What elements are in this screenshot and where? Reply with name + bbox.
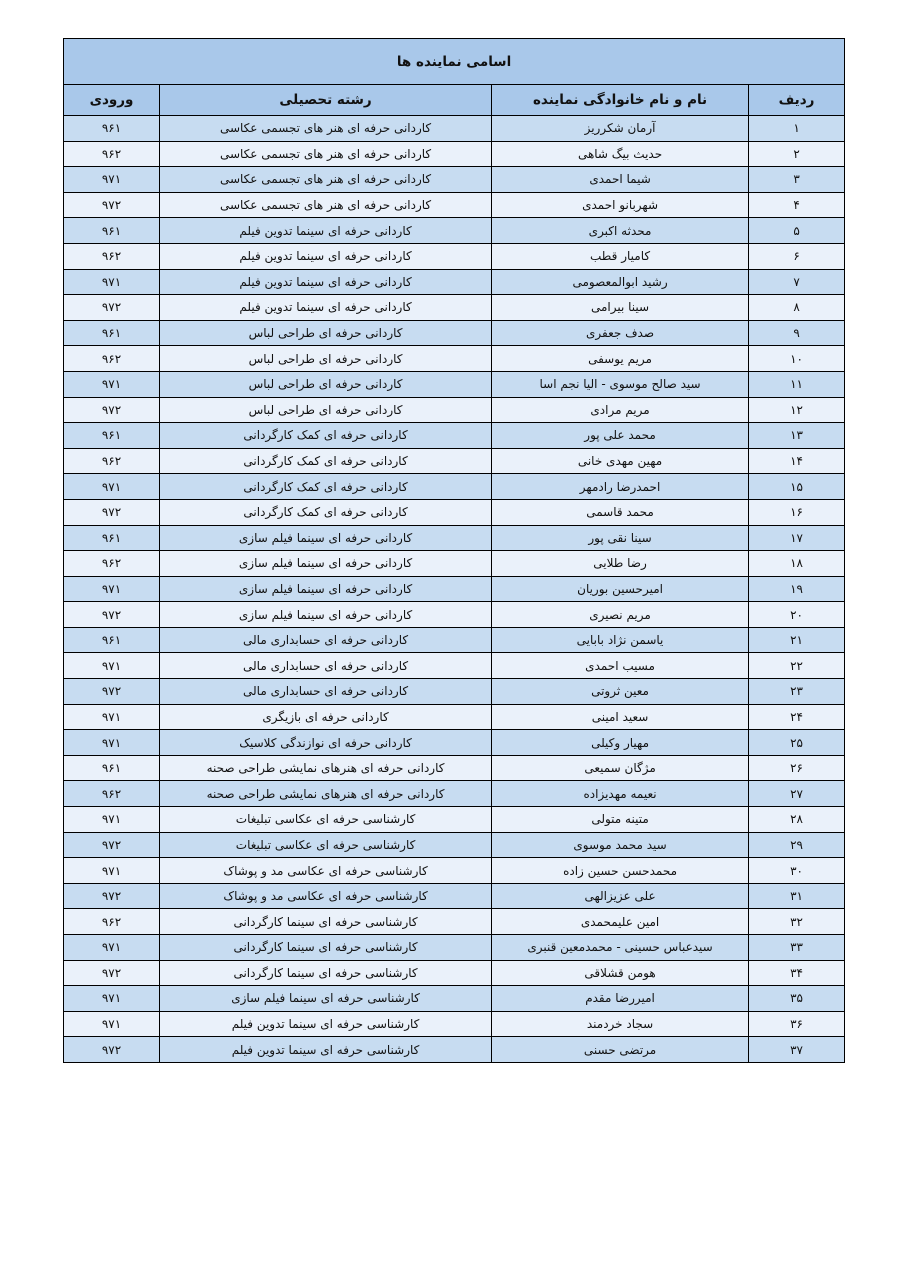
cell-field: کارشناسی حرفه ای عکاسی مد و پوشاک bbox=[160, 883, 492, 909]
cell-entry: ۹۷۱ bbox=[64, 858, 160, 884]
cell-field: کاردانی حرفه ای کمک کارگردانی bbox=[160, 448, 492, 474]
cell-entry: ۹۷۲ bbox=[64, 602, 160, 628]
cell-name: شهربانو احمدی bbox=[492, 192, 749, 218]
table-row bbox=[64, 397, 845, 423]
cell-name: مسیب احمدی bbox=[492, 653, 749, 679]
table-row bbox=[64, 653, 845, 679]
cell-name: محمد علی پور bbox=[492, 423, 749, 449]
cell-field: کاردانی حرفه ای هنرهای نمایشی طراحی صحنه bbox=[160, 781, 492, 807]
cell-name: مرتضی حسنی bbox=[492, 1037, 749, 1063]
cell-entry: ۹۷۲ bbox=[64, 679, 160, 705]
cell-name: مریم یوسفی bbox=[492, 346, 749, 372]
cell-row-number: ۱۱ bbox=[749, 371, 845, 397]
table-row bbox=[64, 218, 845, 244]
cell-entry: ۹۷۲ bbox=[64, 1037, 160, 1063]
cell-row-number: ۱۷ bbox=[749, 525, 845, 551]
cell-row-number: ۲۲ bbox=[749, 653, 845, 679]
cell-name: محدثه اکبری bbox=[492, 218, 749, 244]
table-row bbox=[64, 704, 845, 730]
cell-name: امیررضا مقدم bbox=[492, 986, 749, 1012]
cell-name: معین ثروتی bbox=[492, 679, 749, 705]
cell-row-number: ۶ bbox=[749, 243, 845, 269]
cell-entry: ۹۶۲ bbox=[64, 909, 160, 935]
cell-entry: ۹۷۱ bbox=[64, 653, 160, 679]
cell-field: کاردانی حرفه ای طراحی لباس bbox=[160, 371, 492, 397]
table-row bbox=[64, 371, 845, 397]
cell-name: امیرحسین بوریان bbox=[492, 576, 749, 602]
table-row bbox=[64, 243, 845, 269]
table-body bbox=[64, 116, 845, 1063]
cell-field: کارشناسی حرفه ای سینما تدوین فیلم bbox=[160, 1037, 492, 1063]
cell-entry: ۹۷۱ bbox=[64, 269, 160, 295]
representatives-table bbox=[63, 38, 845, 1063]
cell-field: کاردانی حرفه ای هنر های تجسمی عکاسی bbox=[160, 116, 492, 142]
cell-row-number: ۸ bbox=[749, 295, 845, 321]
cell-row-number: ۱۵ bbox=[749, 474, 845, 500]
cell-field: کاردانی حرفه ای هنر های تجسمی عکاسی bbox=[160, 192, 492, 218]
cell-name: مهیار وکیلی bbox=[492, 730, 749, 756]
cell-entry: ۹۶۲ bbox=[64, 243, 160, 269]
cell-name: آرمان شکرریز bbox=[492, 116, 749, 142]
cell-field: کاردانی حرفه ای طراحی لباس bbox=[160, 320, 492, 346]
cell-row-number: ۵ bbox=[749, 218, 845, 244]
cell-name: سید صالح موسوی - الیا نجم اسا bbox=[492, 371, 749, 397]
cell-entry: ۹۷۱ bbox=[64, 807, 160, 833]
cell-field: کارشناسی حرفه ای سینما فیلم سازی bbox=[160, 986, 492, 1012]
cell-row-number: ۳۵ bbox=[749, 986, 845, 1012]
header-name: نام و نام خانوادگی نماینده bbox=[492, 85, 749, 116]
cell-field: کاردانی حرفه ای سینما فیلم سازی bbox=[160, 525, 492, 551]
cell-name: مریم نصیری bbox=[492, 602, 749, 628]
table-row bbox=[64, 960, 845, 986]
cell-name: صدف جعفری bbox=[492, 320, 749, 346]
cell-field: کاردانی حرفه ای طراحی لباس bbox=[160, 346, 492, 372]
cell-name: هومن قشلاقی bbox=[492, 960, 749, 986]
cell-field: کاردانی حرفه ای نوازندگی کلاسیک bbox=[160, 730, 492, 756]
cell-entry: ۹۶۱ bbox=[64, 116, 160, 142]
cell-name: کامیار قطب bbox=[492, 243, 749, 269]
cell-entry: ۹۷۱ bbox=[64, 474, 160, 500]
cell-name: نعیمه مهدیزاده bbox=[492, 781, 749, 807]
cell-field: کاردانی حرفه ای حسابداری مالی bbox=[160, 627, 492, 653]
cell-row-number: ۲۸ bbox=[749, 807, 845, 833]
table-row bbox=[64, 1011, 845, 1037]
cell-entry: ۹۶۱ bbox=[64, 218, 160, 244]
cell-field: کاردانی حرفه ای هنر های تجسمی عکاسی bbox=[160, 141, 492, 167]
cell-entry: ۹۷۱ bbox=[64, 371, 160, 397]
cell-entry: ۹۶۲ bbox=[64, 551, 160, 577]
cell-entry: ۹۷۱ bbox=[64, 935, 160, 961]
cell-name: سینا نقی پور bbox=[492, 525, 749, 551]
table-row bbox=[64, 295, 845, 321]
table-row bbox=[64, 320, 845, 346]
cell-name: علی عزیزالهی bbox=[492, 883, 749, 909]
cell-field: کاردانی حرفه ای طراحی لباس bbox=[160, 397, 492, 423]
table-row bbox=[64, 858, 845, 884]
cell-field: کاردانی حرفه ای حسابداری مالی bbox=[160, 653, 492, 679]
cell-entry: ۹۶۱ bbox=[64, 423, 160, 449]
cell-row-number: ۳۱ bbox=[749, 883, 845, 909]
cell-name: مریم مرادی bbox=[492, 397, 749, 423]
cell-row-number: ۳۰ bbox=[749, 858, 845, 884]
cell-field: کارشناسی حرفه ای سینما کارگردانی bbox=[160, 960, 492, 986]
cell-name: مژگان سمیعی bbox=[492, 755, 749, 781]
table-row bbox=[64, 679, 845, 705]
cell-entry: ۹۶۲ bbox=[64, 448, 160, 474]
cell-row-number: ۴ bbox=[749, 192, 845, 218]
cell-name: شیما احمدی bbox=[492, 167, 749, 193]
cell-field: کاردانی حرفه ای کمک کارگردانی bbox=[160, 499, 492, 525]
cell-entry: ۹۶۲ bbox=[64, 141, 160, 167]
table-row bbox=[64, 909, 845, 935]
cell-field: کارشناسی حرفه ای سینما تدوین فیلم bbox=[160, 1011, 492, 1037]
table-row bbox=[64, 499, 845, 525]
cell-entry: ۹۷۲ bbox=[64, 192, 160, 218]
table-row bbox=[64, 346, 845, 372]
cell-name: سیدعباس حسینی - محمدمعین قنبری bbox=[492, 935, 749, 961]
table-row bbox=[64, 423, 845, 449]
cell-entry: ۹۶۲ bbox=[64, 781, 160, 807]
table-row bbox=[64, 781, 845, 807]
cell-entry: ۹۶۱ bbox=[64, 525, 160, 551]
cell-field: کاردانی حرفه ای کمک کارگردانی bbox=[160, 474, 492, 500]
cell-field: کاردانی حرفه ای سینما تدوین فیلم bbox=[160, 218, 492, 244]
table-row bbox=[64, 551, 845, 577]
cell-row-number: ۱۴ bbox=[749, 448, 845, 474]
table-row bbox=[64, 1037, 845, 1063]
cell-entry: ۹۶۱ bbox=[64, 755, 160, 781]
cell-row-number: ۲۵ bbox=[749, 730, 845, 756]
cell-row-number: ۱۰ bbox=[749, 346, 845, 372]
cell-row-number: ۲۹ bbox=[749, 832, 845, 858]
table-row bbox=[64, 116, 845, 142]
cell-name: امین علیمحمدی bbox=[492, 909, 749, 935]
cell-field: کارشناسی حرفه ای سینما کارگردانی bbox=[160, 935, 492, 961]
cell-row-number: ۲۷ bbox=[749, 781, 845, 807]
table-row bbox=[64, 986, 845, 1012]
header-row-number: ردیف bbox=[749, 85, 845, 116]
table-row bbox=[64, 269, 845, 295]
cell-field: کاردانی حرفه ای سینما فیلم سازی bbox=[160, 551, 492, 577]
cell-field: کاردانی حرفه ای سینما فیلم سازی bbox=[160, 602, 492, 628]
cell-name: سید محمد موسوی bbox=[492, 832, 749, 858]
cell-name: رضا طلایی bbox=[492, 551, 749, 577]
cell-row-number: ۲۰ bbox=[749, 602, 845, 628]
header-field: رشته تحصیلی bbox=[160, 85, 492, 116]
cell-name: متینه متولی bbox=[492, 807, 749, 833]
table-row bbox=[64, 474, 845, 500]
cell-entry: ۹۷۱ bbox=[64, 986, 160, 1012]
cell-entry: ۹۷۲ bbox=[64, 832, 160, 858]
cell-row-number: ۹ bbox=[749, 320, 845, 346]
cell-entry: ۹۶۱ bbox=[64, 320, 160, 346]
cell-entry: ۹۶۱ bbox=[64, 627, 160, 653]
cell-name: سجاد خردمند bbox=[492, 1011, 749, 1037]
cell-entry: ۹۷۲ bbox=[64, 883, 160, 909]
table-row bbox=[64, 448, 845, 474]
cell-field: کارشناسی حرفه ای عکاسی تبلیغات bbox=[160, 832, 492, 858]
table-row bbox=[64, 602, 845, 628]
cell-row-number: ۳۳ bbox=[749, 935, 845, 961]
cell-field: کاردانی حرفه ای هنرهای نمایشی طراحی صحنه bbox=[160, 755, 492, 781]
cell-entry: ۹۷۱ bbox=[64, 576, 160, 602]
table-row bbox=[64, 807, 845, 833]
table-row bbox=[64, 576, 845, 602]
cell-entry: ۹۷۱ bbox=[64, 704, 160, 730]
header-entry: ورودی bbox=[64, 85, 160, 116]
cell-name: حدیث بیگ شاهی bbox=[492, 141, 749, 167]
cell-row-number: ۲۴ bbox=[749, 704, 845, 730]
representatives-sheet bbox=[63, 38, 844, 1063]
cell-entry: ۹۷۲ bbox=[64, 499, 160, 525]
cell-row-number: ۳۶ bbox=[749, 1011, 845, 1037]
table-title: اسامی نماینده ها bbox=[64, 39, 845, 85]
cell-entry: ۹۷۲ bbox=[64, 397, 160, 423]
cell-field: کارشناسی حرفه ای عکاسی مد و پوشاک bbox=[160, 858, 492, 884]
cell-name: احمدرضا رادمهر bbox=[492, 474, 749, 500]
cell-field: کاردانی حرفه ای کمک کارگردانی bbox=[160, 423, 492, 449]
table-row bbox=[64, 525, 845, 551]
cell-row-number: ۱ bbox=[749, 116, 845, 142]
cell-row-number: ۲۱ bbox=[749, 627, 845, 653]
cell-name: سینا بیرامی bbox=[492, 295, 749, 321]
table-row bbox=[64, 141, 845, 167]
cell-row-number: ۲۶ bbox=[749, 755, 845, 781]
cell-row-number: ۳ bbox=[749, 167, 845, 193]
cell-name: سعید امینی bbox=[492, 704, 749, 730]
table-row bbox=[64, 935, 845, 961]
cell-field: کاردانی حرفه ای سینما تدوین فیلم bbox=[160, 295, 492, 321]
cell-row-number: ۱۹ bbox=[749, 576, 845, 602]
cell-row-number: ۱۸ bbox=[749, 551, 845, 577]
cell-name: رشید ابوالمعصومی bbox=[492, 269, 749, 295]
cell-row-number: ۳۲ bbox=[749, 909, 845, 935]
cell-row-number: ۳۷ bbox=[749, 1037, 845, 1063]
table-row bbox=[64, 167, 845, 193]
cell-field: کاردانی حرفه ای سینما تدوین فیلم bbox=[160, 269, 492, 295]
table-row bbox=[64, 730, 845, 756]
cell-row-number: ۲۳ bbox=[749, 679, 845, 705]
cell-entry: ۹۶۲ bbox=[64, 346, 160, 372]
cell-field: کارشناسی حرفه ای عکاسی تبلیغات bbox=[160, 807, 492, 833]
cell-row-number: ۱۳ bbox=[749, 423, 845, 449]
cell-name: محمد قاسمی bbox=[492, 499, 749, 525]
table-row bbox=[64, 755, 845, 781]
cell-row-number: ۷ bbox=[749, 269, 845, 295]
cell-row-number: ۲ bbox=[749, 141, 845, 167]
cell-field: کاردانی حرفه ای هنر های تجسمی عکاسی bbox=[160, 167, 492, 193]
cell-entry: ۹۷۲ bbox=[64, 960, 160, 986]
cell-entry: ۹۷۱ bbox=[64, 730, 160, 756]
cell-field: کاردانی حرفه ای سینما تدوین فیلم bbox=[160, 243, 492, 269]
cell-entry: ۹۷۱ bbox=[64, 1011, 160, 1037]
cell-row-number: ۱۶ bbox=[749, 499, 845, 525]
table-row bbox=[64, 192, 845, 218]
cell-name: مهین مهدی خانی bbox=[492, 448, 749, 474]
cell-field: کاردانی حرفه ای حسابداری مالی bbox=[160, 679, 492, 705]
table-row bbox=[64, 883, 845, 909]
cell-row-number: ۱۲ bbox=[749, 397, 845, 423]
cell-field: کاردانی حرفه ای بازیگری bbox=[160, 704, 492, 730]
cell-entry: ۹۷۲ bbox=[64, 295, 160, 321]
table-row bbox=[64, 832, 845, 858]
cell-name: یاسمن نژاد بابایی bbox=[492, 627, 749, 653]
cell-field: کاردانی حرفه ای سینما فیلم سازی bbox=[160, 576, 492, 602]
table-row bbox=[64, 627, 845, 653]
cell-entry: ۹۷۱ bbox=[64, 167, 160, 193]
cell-name: محمدحسن حسین زاده bbox=[492, 858, 749, 884]
cell-row-number: ۳۴ bbox=[749, 960, 845, 986]
cell-field: کارشناسی حرفه ای سینما کارگردانی bbox=[160, 909, 492, 935]
